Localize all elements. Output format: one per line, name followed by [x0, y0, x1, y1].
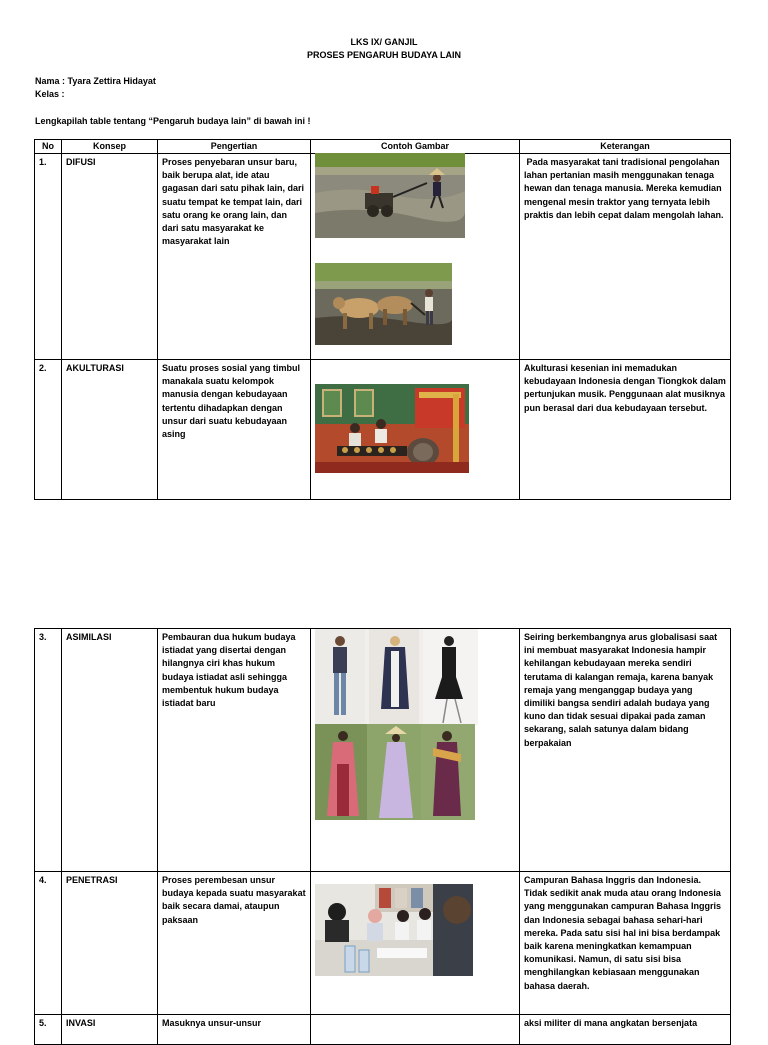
row-pengertian: Suatu proses sosial yang timbul manakala suatu kelompok manusia dengan kebudayaan tertentu dihadapkan dengan unsur dari suatu kebudayaan asing — [158, 360, 311, 500]
row-keterangan: Seiring berkembangnya arus globalisasi saat ini membuat masyarakat Indonesia hampir kehilangan kebudayaan mereka sendiri terutama di kalangan remaja, karena banyak remaja yang menganggap budaya yang dimiliki bangsa sendiri adalah budaya yang kuno dan tidak sesuai dipakai pada zaman sekarang, salah satunya dalam bidang berpakaian — [520, 629, 731, 872]
header-keterangan: Keterangan — [520, 140, 731, 154]
row-no: 3. — [35, 629, 62, 872]
row-konsep: AKULTURASI — [62, 360, 158, 500]
header-konsep: Konsep — [62, 140, 158, 154]
header-contoh-gambar: Contoh Gambar — [311, 140, 520, 154]
row-konsep: DIFUSI — [62, 154, 158, 360]
header-no: No — [35, 140, 62, 154]
row-keterangan: Akulturasi kesenian ini memadukan kebudayaan Indonesia dengan Tiongkok dalam pertunjukan musik. Penggunaan alat musiknya pun berasal dari dua kebudayaan tersebut. — [520, 360, 731, 500]
row-keterangan: Campuran Bahasa Inggris dan Indonesia. Tidak sedikit anak muda atau orang Indonesia yang menggunakan campuran Bahasa Inggris dan Indonesia sebagai bahasa sehari-hari mereka. Pada satu sisi hal ini bisa berdampak baik karena meningkatkan kemampuan komunikasi. Namun, di satu sisi bisa menghilangkan kebiasaan menggunakan bahasa daerah. — [520, 872, 731, 1015]
row-no: 4. — [35, 872, 62, 1015]
row-konsep: PENETRASI — [62, 872, 158, 1015]
student-name: Nama : Tyara Zettira Hidayat — [35, 76, 156, 86]
row-no: 1. — [35, 154, 62, 360]
row-keterangan: aksi militer di mana angkatan bersenjata — [520, 1015, 731, 1045]
row-no: 2. — [35, 360, 62, 500]
tractor-farming-photo — [315, 153, 465, 238]
student-class: Kelas : — [35, 89, 65, 99]
row-pengertian: Masuknya unsur-unsur — [158, 1015, 311, 1045]
instruction-text: Lengkapilah table tentang “Pengaruh budaya lain” di bawah ini ! — [35, 116, 311, 126]
traditional-dress-photo — [315, 724, 475, 820]
students-studying-photo — [315, 884, 473, 976]
table-row — [35, 1015, 731, 1045]
row-konsep: INVASI — [62, 1015, 158, 1045]
gamelan-music-photo — [315, 384, 469, 473]
row-keterangan: Pada masyarakat tani tradisional pengolahan lahan pertanian masih menggunakan tenaga hewan dan tenaga manusia. Mereka kemudian mengenal mesin traktor yang ternyata lebih praktis dan lebih cepat dalam mengolah lahan. — [520, 154, 731, 360]
row-image-cell — [311, 1015, 520, 1045]
row-konsep: ASIMILASI — [62, 629, 158, 872]
modern-fashion-photo — [315, 629, 478, 725]
row-pengertian: Pembauran dua hukum budaya istiadat yang disertai dengan hilangnya ciri khas hukum budaya istiadat asli sehingga membentuk hukum budaya istiadat baru — [158, 629, 311, 872]
document-subtitle: PROSES PENGARUH BUDAYA LAIN — [306, 50, 462, 60]
header-pengertian: Pengertian — [158, 140, 311, 154]
row-pengertian: Proses perembesan unsur budaya kepada suatu masyarakat baik secara damai, ataupun paksaan — [158, 872, 311, 1015]
row-pengertian: Proses penyebaran unsur baru, baik berupa alat, ide atau gagasan dari satu pihak lain, dari suatu tempat ke tempat lain, dari satu orang ke orang lain, dan dari satu masyarakat ke masyarakat lain — [158, 154, 311, 360]
buffalo-plowing-photo — [315, 263, 452, 345]
table-header-row — [35, 140, 731, 154]
document-title: LKS IX/ GANJIL — [350, 37, 418, 47]
row-no: 5. — [35, 1015, 62, 1045]
